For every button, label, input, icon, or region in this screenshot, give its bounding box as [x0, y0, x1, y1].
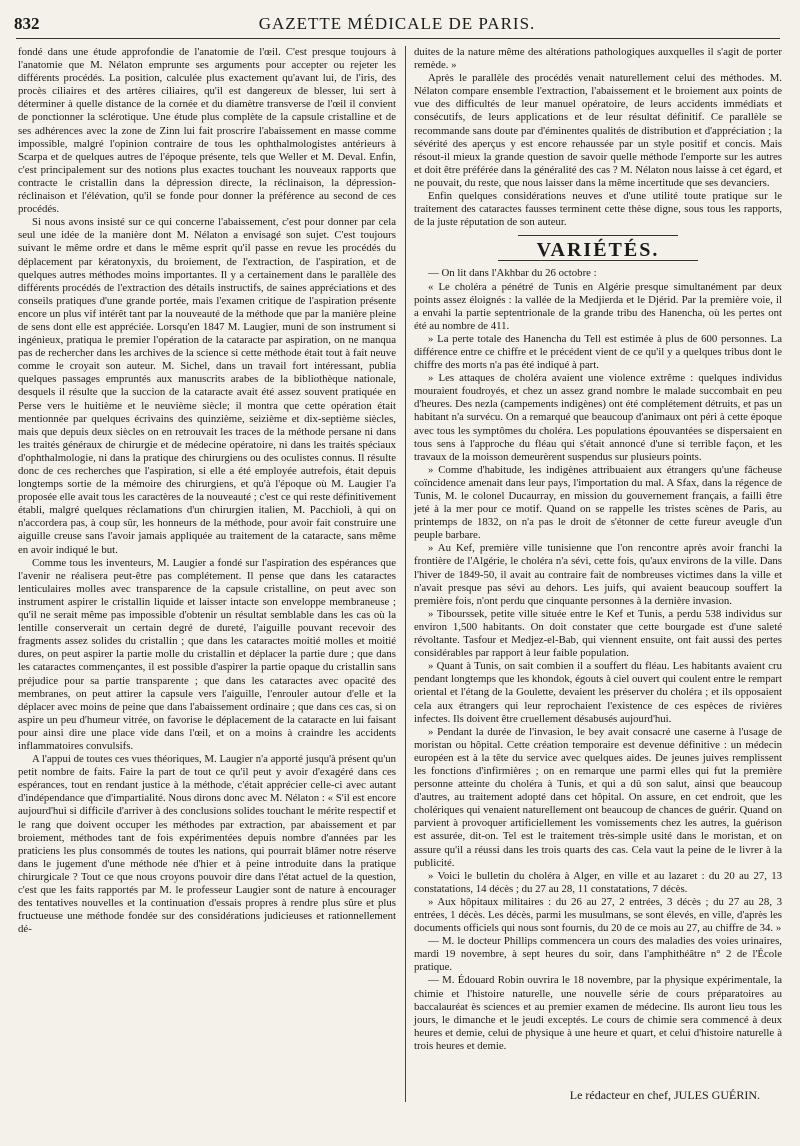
- paragraph: — M. le docteur Phillips commencera un cours des maladies des voies urinaires, mardi 19 novembre, à sept heures du soir, dans l'amphithéâtre n° 2 de l'École pratique.: [414, 935, 782, 974]
- page-number: 832: [14, 14, 40, 33]
- paragraph: Après le parallèle des procédés venait naturellement celui des méthodes. M. Nélaton compare ensemble l'extraction, l'abaissement et le broiement aux points de vue des difficultés de leur manuel opératoire, de leurs accidents immédiats et consécutifs, de leurs applications et de leur résultat définitif. Ce parallèle se recommande sans doute par d'éminentes qualités de distribution et d'appréciation ; la sévérité des aperçus y est encore rehaussée par un style positif et concis. Mais résout-il mieux la grande question de savoir quelle méthode l'emporte sur les autres et doit être préférée dans la généralité des cas ? M. Nélaton nous laisse à cet égard, et ne pouvait, du reste, que nous laisser dans la même incertitude que ses devanciers.: [414, 72, 782, 189]
- paragraph: » Quant à Tunis, on sait combien il a souffert du fléau. Les habitants avaient cru pendant longtemps que les khondok, égouts à ciel ouvert qui coulent entre le rempart oriental et l'étang de la Goulette, devaient les préserver du choléra ; et ils opposaient cela aux étrangers qui leur reprochaient l'existence de ces espèces de rivières infectes. Ils doivent être cruellement désabusés aujourd'hui.: [414, 660, 782, 725]
- paragraph: » Les attaques de choléra avaient une violence extrême : quelques individus mouraient foudroyés, et chez un assez grand nombre le malade succombait en peu d'heures. Des nezla (campements indigènes) ont été complétement détruits, et pas un habitant n'a survécu. On a remarqué que beaucoup d'animaux ont péri à cette époque avec tous les symptômes du choléra. Les populations épouvantées se dispersaient en tous sens à l'approche du fléau qui s'était annoncé d'une si terrible façon, et les travaux de la moisson demeurèrent suspendus sur plusieurs points.: [414, 372, 782, 463]
- paragraph: Si nous avons insisté sur ce qui concerne l'abaissement, c'est pour donner par cela seul une idée de la manière dont M. Nélaton a envisagé son sujet. C'est toujours suivant le même ordre et dans le même esprit qu'il passe en revue les procédés du déplacement par kératonyxis, du broiement, de l'extraction, de l'aspiration, et de quelques autres méthodes moins importantes. Il y a certainement dans le parallèle des différents procédés de l'extraction des détails instructifs, de saines appréciations et des conseils pratiques d'une grande portée, mais l'examen critique de l'aspiration présente encore un plus vif intérêt tant par la nouveauté de la méthode que par la manière pleine de sens dont elle est appréciée. Lorsqu'en 1847 M. Laugier, muni de son instrument si ingénieux, pratiqua le premier l'opération de la cataracte par aspiration, on ne manqua pas de rechercher dans les archives de la science si cette méthode était tout à fait neuve comme le croyait son auteur. M. Sichel, dans un travail fort intéressant, publia quelques passages empruntés aux manuscrits arabes de la bibliothèque nationale, desquels il résulte que la succion de la cataracte avait été assez souvent pratiquée en Perse vers le huitième et le neuvième siècle; il montra que cette opération était mentionnée par quelques écrivains des quinzième, seizième et dix-septième siècles, mais que depuis deux siècles on en retrouvait les traces de la méthode persane ni dans les traités généraux de chirurgie et de médecine opératoire, ni dans les traités spéciaux d'ophthalmologie, ni dans la pratique des chirurgiens ou des oculistes connus. Il résulte donc de ces recherches que l'aspiration, si elle a été employée autrefois, était depuis longtemps sortie de la mémoire des chirurgiens, et qu'à l'époque où M. Laugier l'a proposée elle avait tous les caractères de la nouveauté ; c'est ce qui reste définitivement établi, malgré quelques réclamations d'un chirurgien italien, M. Pacchioli, à qui on n'accordera pas, à coup sûr, les honneurs de la méthode, pour avoir fait construire une aiguille creuse sans l'avoir jamais appliquée au traitement de la cataracte, sans même en avoir indiqué le but.: [18, 216, 396, 556]
- journal-title: GAZETTE MÉDICALE DE PARIS.: [258, 14, 536, 33]
- paragraph: » Pendant la durée de l'invasion, le bey avait consacré une caserne à l'usage de moristan ou hôpital. Cette création temporaire est devenue définitive : un médecin européen est à la tête du service avec quelques aides. De jeunes juives remplissent les fonctions d'infirmières ; on en remarque une parmi elles qui fut la première personne atteinte du choléra à Tunis, et qui a dû son salut, ainsi que beaucoup d'autres, au traitement adopté dans cet hôpital. On assure, en cet endroit, que les cholériques qui venaient naturellement ont beaucoup de chances de guérir. Quand on parvient à provoquer artificiellement les vomissements chez les autres, la guérison est assurée, dit-on. Tel est le traitement très-simple usité dans le moristan, et on assure qu'il a réussi dans les trois quarts des cas. Cela vaut la peine de le livrer à la publicité.: [414, 725, 782, 869]
- page-header: [14, 14, 780, 40]
- paragraph: fondé dans une étude approfondie de l'anatomie de l'œil. C'est presque toujours à l'anatomie que M. Nélaton emprunte ses arguments pour accepter ou rejeter les différents procédés. La position, calculée plus exactement qu'avant lui, de l'iris, des procès ciliaires et des artères ciliaires, qu'il est dangereux de blesser, lui sert à déterminer à quelle distance de la cornée et du diamètre transverse de l'œil il convient de ponctionner la sclérotique. Une étude plus complète de la capsule cristalline et de ses adhérences avec la zone de Zinn lui fait proscrire l'abaissement en masse comme impossible, malgré l'opinion contraire de tous les ophthalmologistes antérieurs à Scarpa et de quelques autres de l'époque présente, tels que Weller et M. Deval. Enfin, c'est principalement sur des notions plus exactes touchant les nouveaux rapports que contracte le cristallin dans la dépression directe, la réclinaison, la dépression-réclinaison et l'élévation, qu'il se fonde pour donner la préférence au second de ces procédés.: [18, 46, 396, 216]
- paragraph: duites de la nature même des altérations pathologiques auxquelles il s'agit de porter remède. »: [414, 46, 782, 72]
- paragraph: Enfin quelques considérations neuves et d'une utilité toute pratique sur le traitement des cataractes fausses terminent cette thèse digne, sous tous les rapports, de la juste réputation de son auteur.: [414, 190, 782, 229]
- section-divider: [518, 235, 678, 236]
- paragraph: » La perte totale des Hanencha du Tell est estimée à plus de 600 personnes. La différence entre ce chiffre et le précédent vient de ce qu'il y a quelques tribus dont le chiffre des morts n'a pas été indiqué à part.: [414, 332, 782, 372]
- paragraph: » Voici le bulletin du choléra à Alger, en ville et au lazaret : du 20 au 27, 13 constatations, 14 décès ; du 27 au 28, 11 constatations, 7 décès.: [414, 869, 782, 895]
- left-column: [18, 46, 396, 936]
- varietes-heading: VARIÉTÉS.: [536, 239, 660, 262]
- paragraph: — On lit dans l'Akhbar du 26 octobre :: [428, 267, 597, 280]
- paragraph: » Tibourssek, petite ville située entre le Kef et Tunis, a perdu 538 individus sur environ 1,500 habitants. On doit constater que cette bourgade est d'une saleté révoltante. Tasfour et Medjez-el-Bab, qui viennent ensuite, ont fait aussi des pertes considérables par rapport à leur faible population.: [414, 607, 782, 660]
- paragraph: A l'appui de toutes ces vues théoriques, M. Laugier n'a apporté jusqu'à présent qu'un petit nombre de faits. Faire la part de tout ce qu'il peut y avoir d'exagéré dans ces espérances, tout en rendant justice à la méthode, c'était apprécier celle-ci avec autant d'indépendance que d'impartialité. Nous dirons donc avec M. Nélaton : « S'il est encore aujourd'hui si difficile d'arriver à des conclusions solides touchant le mérite respectif et le rang que doivent occuper les méthodes par extraction, par abaissement et par broiement, méthodes tant de fois expérimentées depuis nombre d'années par les praticiens les plus consommés de toutes les nations, qui pourrait blâmer notre réserve dans le jugement d'une méthode née d'hier et à peine introduite dans la pratique chirurgicale ? Tout ce que nous croyons pouvoir dire dans l'état actuel de la question, c'est que les faits rapportés par M. le professeur Laugier sont de nature à encourager des tentatives nouvelles et la continuation d'essais propres à rendre plus sûre et plus fructueuse une méthode fondée sur des considérations judicieuses et rationnellement dé-: [18, 753, 396, 936]
- paragraph: — M. Édouard Robin ouvrira le 18 novembre, par la physique expérimentale, la chimie et l'histoire naturelle, une nouvelle série de cours préparatoires au baccalauréat ès sciences et au premier examen de médecine. Ils auront lieu tous les jours, le dimanche et le jeudi exceptés. Le cours de chimie sera commencé à deux heures et demie, celui de physique à une heure et quart, et celui d'histoire naturelle à trois heures et demie.: [414, 974, 782, 1052]
- column-divider: [405, 46, 406, 1102]
- paragraph: » Au Kef, première ville tunisienne que l'on rencontre après avoir franchi la frontière de l'Algérie, le choléra n'a sévi, cette fois, qu'aux environs de la ville. Dans l'hiver de 1849-50, il avait au contraire fait de nombreuses victimes dans la ville et n'avait presque pas sévi au dehors. Les juifs, qui avaient beaucoup souffert la première fois, n'ont perdu que cinquante personnes à la dernière invasion.: [414, 542, 782, 607]
- header-rule: [16, 38, 780, 39]
- paragraph: » Comme d'habitude, les indigènes attribuaient aux étrangers qu'une fâcheuse coïncidence amenait dans leur pays, l'importation du mal. A Sfax, dans la régence de Tunis, M. le colonel Ducaurray, en mission du gouvernement français, a failli être jeté à la mer pour ce motif. Quand on se rappelle les tristes scènes de Paris, au printemps de 1832, on n'a pas le droit de s'étonner de cette fureur aveugle d'un peuple barbare.: [414, 463, 782, 542]
- paragraph: « Le choléra a pénétré de Tunis en Algérie presque simultanément par deux points assez éloignés : la vallée de la Medjierda et le Djérid. Par la première voie, il a envahi la partie septentrionale de la grande tribu des Hanencha, où les pertes ont été au nombre de 411.: [414, 280, 782, 332]
- paragraph: Comme tous les inventeurs, M. Laugier a fondé sur l'aspiration des espérances que l'avenir ne réalisera peut-être pas complétement. Il pense que dans les cataractes lenticulaires molles avec transparence de la capsule cristalline, on peut avec son instrument aspirer le cristallin liquide et laisser intacte son enveloppe membraneuse ; qu'il ne serait même pas impossible d'obtenir un résultat semblable dans les cas où la lentille conserverait un certain degré de dureté, l'aiguille pouvant recevoir des fragments assez solides du cristallin ; que dans les cataractes moitié molles et moitié dures, on peut aspirer la partie molle du cristallin et déplacer la partie dure ; que dans les cataractes commençantes, il est possible d'aspirer la partie opaque du cristallin sans préjudice pour sa partie transparente ; que dans les cataractes avec opacité des membranes, on peut attirer la capsule vers l'aiguille, l'enrouler autour d'elle et la déplacer avec moins de peine que dans l'abaissement ordinaire ; que dans ces cas, si on aspire un peu d'humeur vitrée, on favorise le déplacement de la cataracte en lui faisant pour ainsi dire une place vide dans l'œil, et on a moins à craindre les accidents inflammatoires convulsifs.: [18, 556, 396, 752]
- editor-signature: Le rédacteur en chef, JULES GUÉRIN.: [569, 1088, 760, 1102]
- right-column: [414, 46, 782, 1053]
- paragraph: » Aux hôpitaux militaires : du 26 au 27, 2 entrées, 3 décès ; du 27 au 28, 3 entrées, 1 décès. Les décès, parmi les musulmans, se sont élevés, en ville, d'après les documents officiels qui nous sont fournis, du 20 de ce mois au 27, au chiffre de 34. »: [414, 895, 782, 935]
